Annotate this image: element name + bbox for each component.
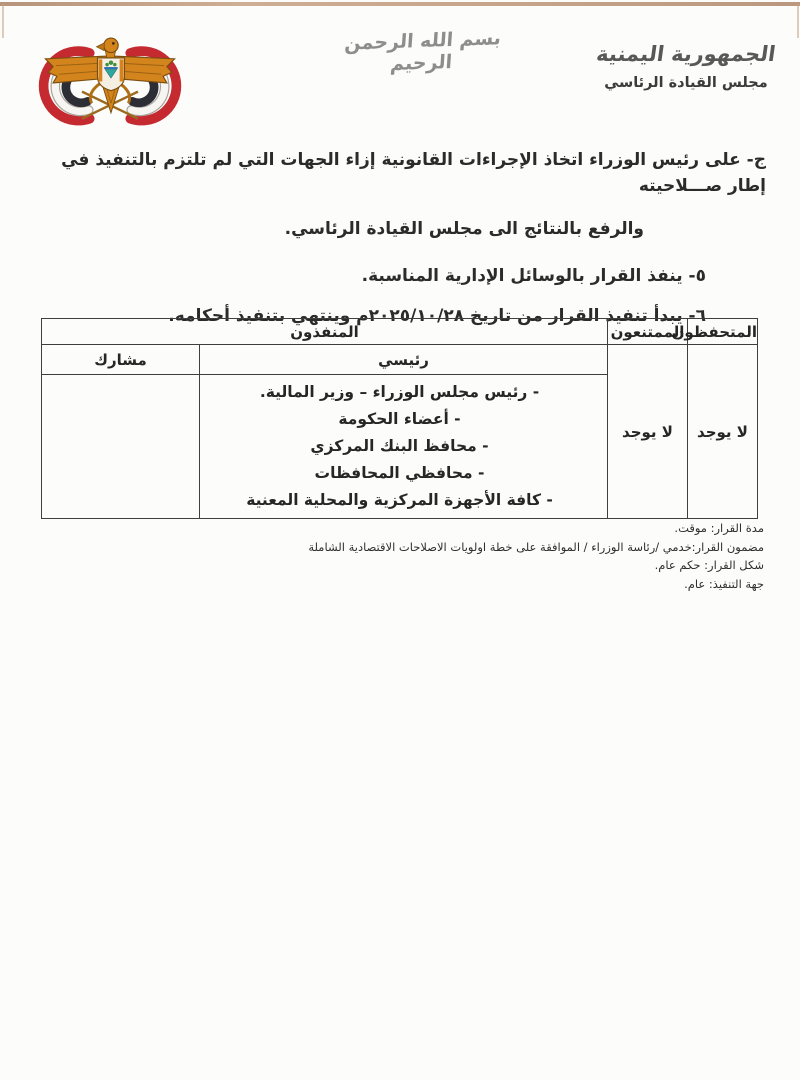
bismillah-calligraphy: بسم الله الرحمن الرحيم [343, 27, 502, 76]
decree-clauses [0, 147, 800, 329]
cell-reserved-value: لا يوجد [688, 345, 758, 519]
implementation-table [41, 318, 758, 519]
list-item: - رئيس مجلس الوزراء – وزير المالية. [259, 383, 540, 401]
letterhead [596, 42, 776, 91]
col-header-primary: رئيسي [200, 345, 608, 375]
list-item: - أعضاء الحكومة [338, 410, 461, 428]
scan-top-edge [0, 2, 800, 6]
decision-meta [36, 519, 764, 593]
list-item: - كافة الأجهزة المركزية والمحلية المعنية [246, 491, 553, 509]
col-header-executors: المنفذون [41, 319, 607, 345]
cell-abstainers-value: لا يوجد [608, 345, 688, 519]
scan-left-edge [2, 4, 4, 38]
list-item: - محافظي المحافظات [314, 464, 485, 482]
yemen-emblem-icon [28, 24, 192, 140]
clause-6: ٦- يبدأ تنفيذ القرار من تاريخ ٢٠٢٥/١٠/٢٨م وينتهي بتنفيذ أحكامه. [168, 306, 706, 326]
scan-right-edge [797, 4, 799, 38]
council-title: مجلس القيادة الرئاسي [604, 75, 768, 91]
col-header-abstainers: الممتنعون [608, 319, 688, 345]
decision-content: مضمون القرار:خدمي /رئاسة الوزراء / الموافقة على خطة اولويات الاصلاحات الاقتصادية الشاملة [308, 539, 764, 554]
participant-cell [41, 375, 199, 519]
clause-j-line2: والرفع بالنتائج الى مجلس القيادة الرئاسي. [284, 219, 644, 239]
primary-executors-cell [200, 375, 608, 519]
clause-5: ٥- ينفذ القرار بالوسائل الإدارية المناسبة. [361, 266, 706, 286]
col-header-reserved: المتحفظون [688, 319, 758, 345]
col-header-participant: مشارك [41, 345, 199, 375]
decision-form: شكل القرار: حكم عام. [654, 558, 764, 572]
decision-duration: مدة القرار: موقت. [674, 521, 764, 535]
republic-title: الجمهورية اليمنية [594, 42, 778, 66]
list-item: - محافظ البنك المركزي [310, 437, 489, 455]
clause-j-line1: ج- على رئيس الوزراء اتخاذ الإجراءات القانونية إزاء الجهات التي لم تلتزم بالتنفيذ في إطار صـــلاحيته [61, 150, 766, 196]
decision-authority: جهة التنفيذ: عام. [684, 576, 764, 591]
